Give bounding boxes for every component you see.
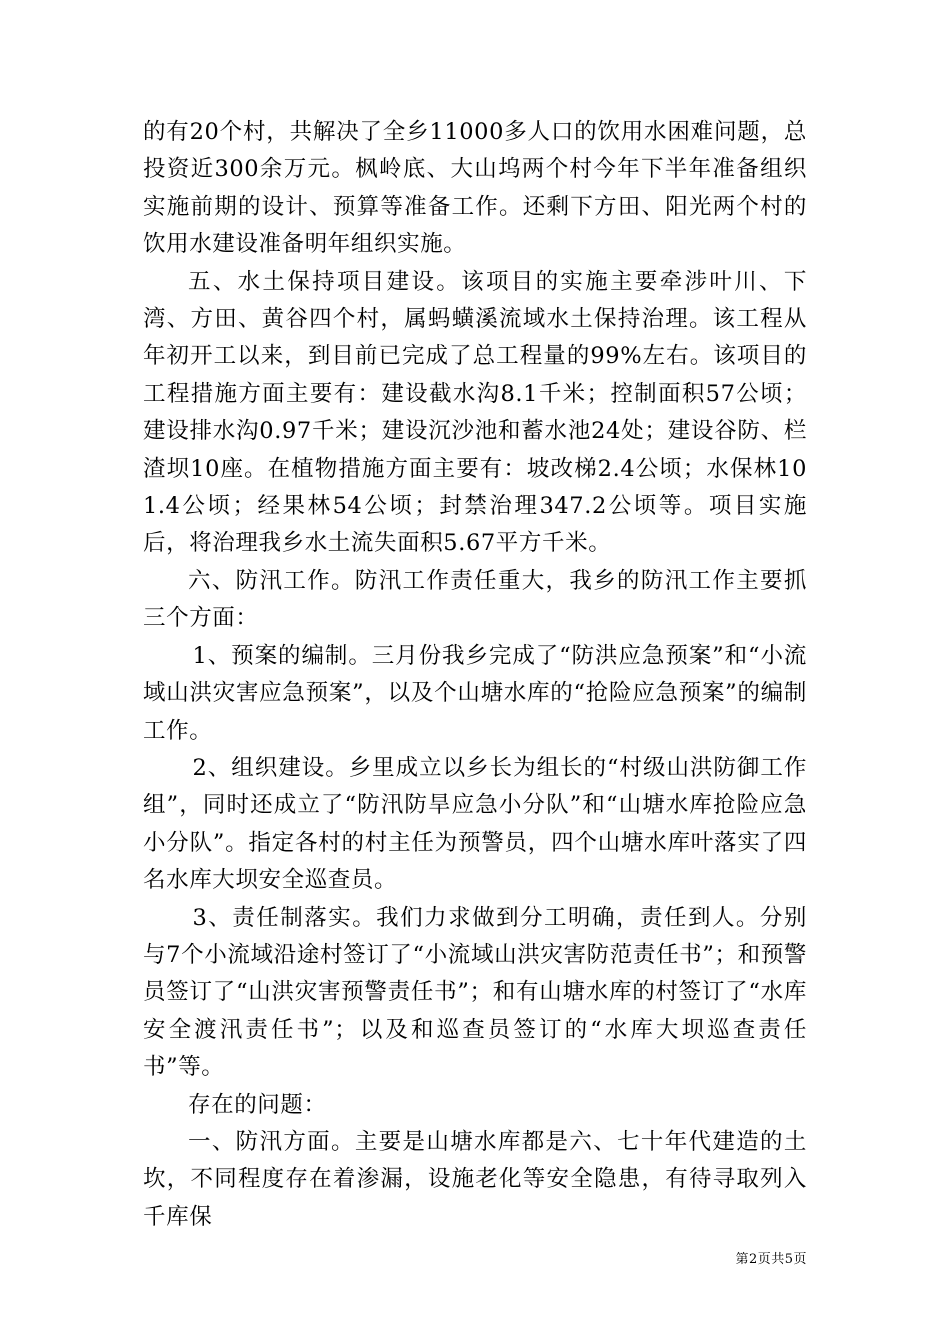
paragraph-5: 2、组织建设。乡里成立以乡长为组长的“村级山洪防御工作组”，同时还成立了“防汛防旱应急小分队”和“山塘水库抢险应急小分队”。指定各村的村主任为预警员，四个山塘水库叶落实了四名水库大坝安全巡查员。 (143, 754, 807, 894)
paragraph-6: 3、责任制落实。我们力求做到分工明确，责任到人。分别与7个小流域沿途村签订了“小流域山洪灾害防范责任书”；和预警员签订了“山洪灾害预警责任书”；和有山塘水库的村签订了“水库安全渡汛责任书”；以及和巡查员签订的“水库大坝巡查责任书”等。 (143, 904, 807, 1081)
paragraph-2: 五、水土保持项目建设。该项目的实施主要牵涉叶川、下湾、方田、黄谷四个村，属蚂蟥溪流域水土保持治理。该工程从年初开工以来，到目前已完成了总工程量的99%左右。该项目的工程措施方面主要有：建设截水沟8.1千米；控制面积57公顷；建设排水沟0.97千米；建设沉沙池和蓄水池24处；建设谷防、栏渣坝10座。在植物措施方面主要有：坡改梯2.4公顷；水保林101.4公顷；经果林54公顷；封禁治理347.2公顷等。项目实施后，将治理我乡水土流失面积5.67平方千米。 (143, 268, 807, 557)
paragraph-1: 的有20个村，共解决了全乡11000多人口的饮用水困难问题，总投资近300余万元。枫岭底、大山坞两个村今年下半年准备组织实施前期的设计、预算等准备工作。还剩下方田、阳光两个村的饮用水建设准备明年组织实施。 (143, 119, 807, 258)
paragraph-7: 存在的问题： (188, 1091, 327, 1118)
paragraph-8: 一、防汛方面。主要是山塘水库都是六、七十年代建造的土坎，不同程度存在着渗漏，设施老化等安全隐患，有待寻取列入千库保 (143, 1128, 807, 1230)
page-number: 第2页共5页 (735, 1252, 807, 1267)
paragraph-3: 六、防汛工作。防汛工作责任重大，我乡的防汛工作主要抓三个方面： (143, 567, 807, 632)
paragraph-4: 1、预案的编制。三月份我乡完成了“防洪应急预案”和“小流域山洪灾害应急预案”，以及个山塘水库的“抢险应急预案”的编制工作。 (143, 642, 807, 744)
document-body (143, 114, 807, 1236)
